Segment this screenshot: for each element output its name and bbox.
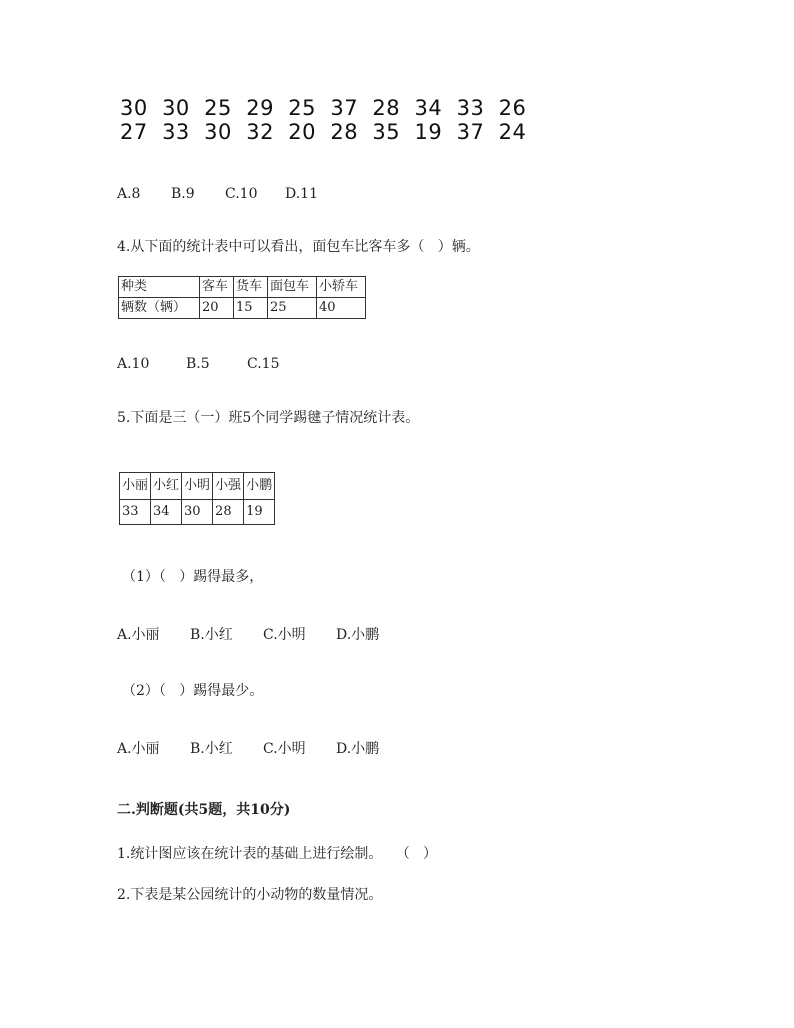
q4-option-b[interactable]: B.5 — [186, 356, 210, 372]
q5-sub2-option-d[interactable]: D.小鹏 — [336, 741, 380, 757]
table-cell: 小丽 — [120, 473, 151, 500]
q4-question: 4.从下面的统计表中可以看出，面包车比客车多（ ）辆。 — [117, 239, 480, 255]
q5-sub1-option-a[interactable]: A.小丽 — [117, 627, 160, 643]
table-cell: 19 — [244, 500, 275, 525]
table-cell: 33 — [120, 500, 151, 525]
q5-sub1-option-b[interactable]: B.小红 — [190, 627, 233, 643]
q4-option-a[interactable]: A.10 — [117, 356, 150, 372]
table-cell: 30 — [182, 500, 213, 525]
q3-options — [117, 186, 318, 202]
q3-option-c[interactable]: C.10 — [225, 186, 258, 202]
table-cell: 15 — [234, 298, 268, 319]
table-cell: 面包车 — [268, 277, 317, 298]
q4-option-c[interactable]: C.15 — [247, 356, 280, 372]
q5-sub1-options — [117, 624, 379, 644]
table-cell: 小红 — [151, 473, 182, 500]
table-cell: 小鹏 — [244, 473, 275, 500]
q5-sub1-option-d[interactable]: D.小鹏 — [336, 627, 380, 643]
table-row — [119, 298, 366, 319]
tf-question-1: 1.统计图应该在统计表的基础上进行绘制。 （ ） — [117, 846, 438, 862]
q5-shuttlecock-table — [119, 472, 275, 525]
q5-question: 5.下面是三（一）班5个同学踢毽子情况统计表。 — [117, 410, 420, 426]
table-cell: 28 — [213, 500, 244, 525]
q5-sub2-option-c[interactable]: C.小明 — [263, 741, 306, 757]
table-cell: 小明 — [182, 473, 213, 500]
table-cell: 辆数（辆） — [119, 298, 200, 319]
data-numbers-row-1: 30 30 25 29 25 37 28 34 33 26 — [120, 96, 527, 120]
table-row — [119, 277, 366, 298]
table-cell: 客车 — [200, 277, 234, 298]
table-cell: 34 — [151, 500, 182, 525]
table-cell: 种类 — [119, 277, 200, 298]
q5-subquestion-2: （2）（ ）踢得最少。 — [122, 683, 264, 699]
table-cell: 20 — [200, 298, 234, 319]
q3-option-a[interactable]: A.8 — [117, 186, 141, 202]
q5-sub1-option-c[interactable]: C.小明 — [263, 627, 306, 643]
q5-sub2-option-b[interactable]: B.小红 — [190, 741, 233, 757]
q3-option-b[interactable]: B.9 — [171, 186, 195, 202]
table-cell: 小强 — [213, 473, 244, 500]
table-row — [120, 473, 275, 500]
q4-options — [117, 356, 279, 372]
table-cell: 货车 — [234, 277, 268, 298]
q4-vehicle-table — [118, 276, 366, 319]
data-numbers-row-2: 27 33 30 32 20 28 35 19 37 24 — [120, 120, 527, 144]
table-cell: 25 — [268, 298, 317, 319]
section-heading-true-false: 二.判断题(共5题，共10分) — [117, 802, 291, 818]
tf-question-2: 2.下表是某公园统计的小动物的数量情况。 — [117, 887, 383, 903]
table-cell: 40 — [317, 298, 366, 319]
table-row — [120, 500, 275, 525]
q3-option-d[interactable]: D.11 — [285, 186, 318, 202]
table-cell: 小轿车 — [317, 277, 366, 298]
q5-sub2-option-a[interactable]: A.小丽 — [117, 741, 160, 757]
q5-subquestion-1: （1）（ ）踢得最多， — [122, 569, 264, 585]
q5-sub2-options — [117, 738, 379, 758]
